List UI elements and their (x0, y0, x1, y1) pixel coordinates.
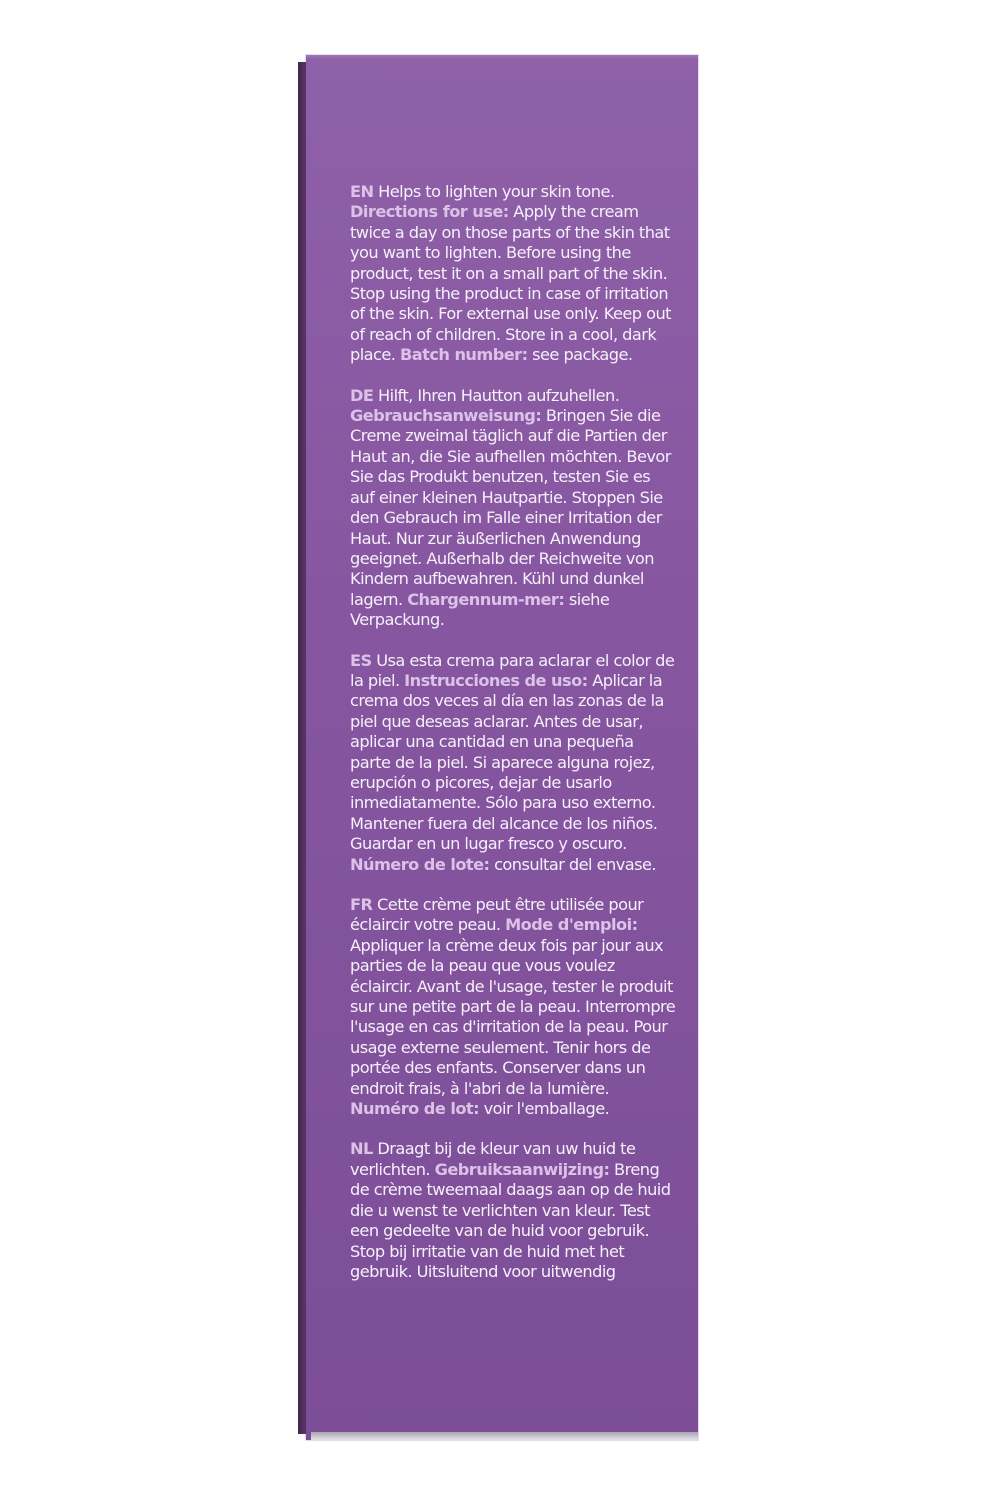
label-batch: Numéro de lot: (350, 1099, 480, 1119)
text-segment: see package. (527, 345, 633, 365)
label-batch: Número de lote: (350, 854, 490, 874)
section-de (350, 386, 676, 631)
lang-code-de: DE (350, 385, 374, 405)
text-segment: Usa esta crema para aclarar el color de la piel. (350, 650, 675, 690)
label-directions: Gebrauchsanweisung: (350, 406, 542, 426)
lang-code-es: ES (350, 650, 372, 670)
lang-code-fr: FR (350, 895, 373, 914)
label-batch: Batch number: (400, 345, 528, 365)
section-en (350, 182, 676, 366)
label-directions: Instrucciones de uso: (404, 670, 588, 690)
label-directions: Mode d'emploi: (505, 915, 638, 935)
label-directions: Gebruiksaanwijzing: (434, 1159, 610, 1179)
text-segment: Apply the cream twice a day on those parts of the skin that you want to lighten. Before using the product, test it on a small part of the skin. Stop using the product in case of irritation of the skin. For external use only. Keep out of reach of children. Store in a cool, dark place. (350, 202, 671, 365)
text-segment: Breng de crème tweemaal daags aan op de huid die u wenst te verlichten van kleur. Test een gedeelte van de huid voor gebruik. Stop bij irritatie van de huid met het gebruik. Uitsluitend voor uitwendig (350, 1159, 671, 1281)
box-top-edge (306, 55, 698, 59)
section-fr (350, 895, 676, 1119)
label-batch: Chargennum-mer: (407, 589, 565, 609)
text-segment: Aplicar la crema dos veces al día en las zonas de la piel que deseas aclarar. Antes de usar, aplicar una cantidad en una pequeña parte de la piel. Si aparece alguna rojez, erupción o picores, dejar de usarlo inmediatamente. Sólo para uso externo. Mantener fuera del alcance de los niños. Guardar en un lugar fresco y oscuro. (350, 670, 664, 854)
section-es (350, 651, 676, 875)
text-segment: consultar del envase. (489, 854, 656, 874)
label-directions: Directions for use: (350, 202, 509, 222)
section-nl (350, 1139, 676, 1282)
text-segment: voir l'emballage. (479, 1099, 610, 1119)
text-segment: Bringen Sie die Creme zweimal täglich auf die Partien der Haut an, die Sie aufhellen möchten. Bevor Sie das Produkt benutzen, testen Sie es auf einer kleinen Hautpartie. Stoppen Sie den Gebrauch im Falle einer Irritation der Haut. Nur zur äußerlichen Anwendung geeignet. Außerhalb der Reichweite von Kindern aufbewahren. Kühl und dunkel lagern. (350, 406, 671, 609)
text-segment: Appliquer la crème deux fois par jour aux parties de la peau que vous voulez éclaircir. Avant de l'usage, tester le produit sur une petite part de la peau. Interrompre l'usage en cas d'irritation de la peau. Pour usage externe seulement. Tenir hors de portée des enfants. Conserver dans un endroit frais, à l'abri de la lumière. (350, 935, 676, 1098)
text-segment: Hilft, Ihren Hautton aufzuhellen. (373, 385, 620, 405)
multilingual-instructions (350, 182, 676, 1302)
box-bottom-edge (311, 1432, 698, 1440)
text-segment: Cette crème peut être utilisée pour éclaircir votre peau. (350, 895, 644, 935)
text-segment: siehe Verpackung. (350, 589, 610, 630)
text-segment: Helps to lighten your skin tone. (373, 182, 615, 201)
text-segment: Draagt bij de kleur van uw huid te verlichten. (350, 1139, 636, 1179)
lang-code-nl: NL (350, 1139, 373, 1159)
lang-code-en: EN (350, 182, 374, 201)
